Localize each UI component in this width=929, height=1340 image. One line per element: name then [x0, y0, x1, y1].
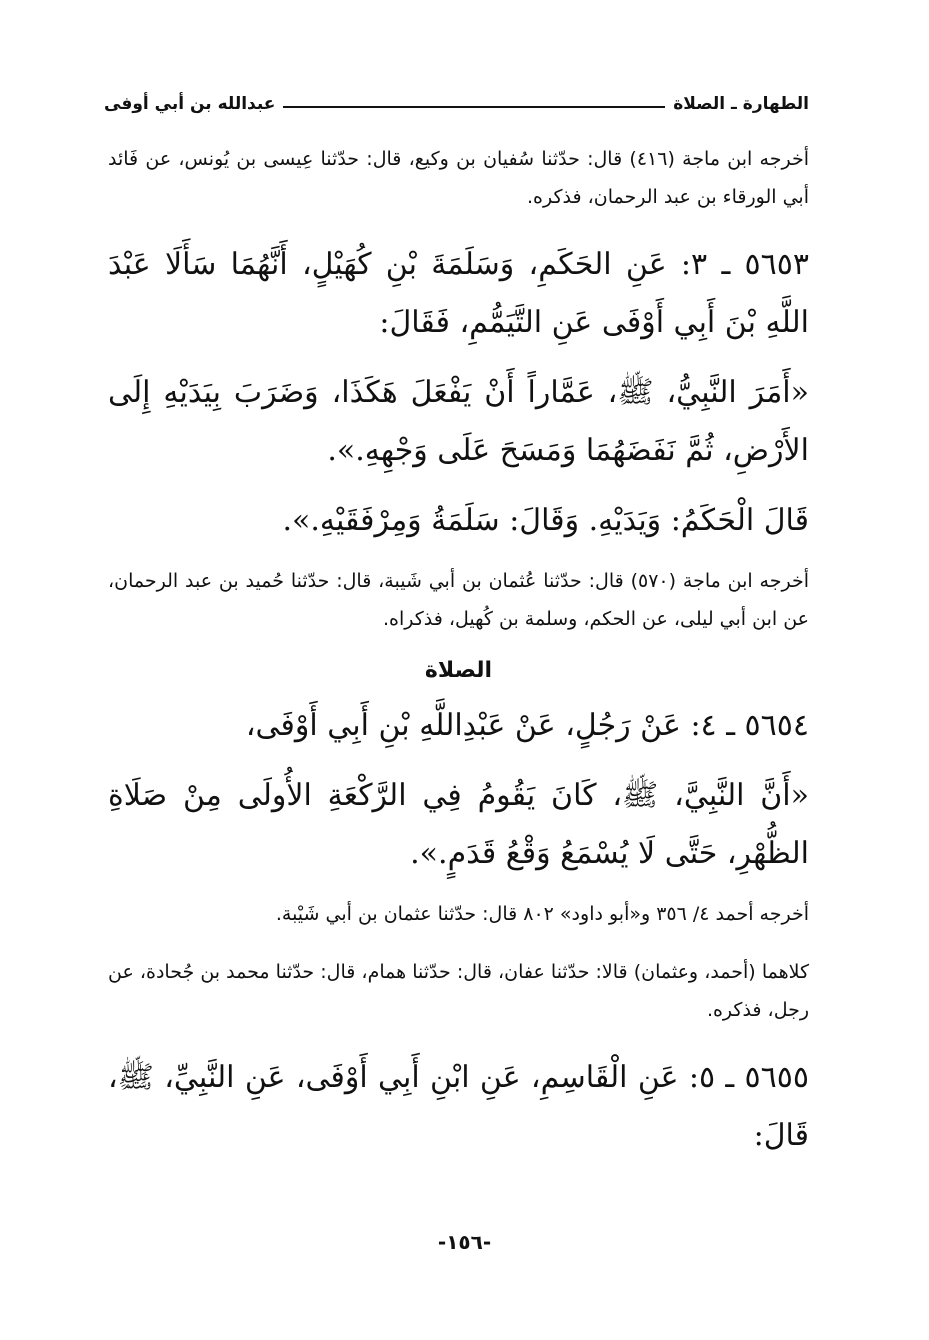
running-header: [104, 86, 809, 114]
hadith-5655-intro: ٥٦٥٥ ـ ٥: عَنِ الْقَاسِمِ، عَنِ ابْنِ أَبِي أَوْفَى، عَنِ النَّبِيِّ، ﷺ، قَالَ:: [108, 1060, 809, 1153]
footnote-2: أخرجه ابن ماجة (٥٧٠) قال: حدّثنا عُثمان بن أبي شَيبة، قال: حدّثنا حُميد بن عبد الرحمان، عن ابن أبي ليلى، عن الحكم، وسلمة بن كُهيل، فذكراه.: [108, 570, 809, 630]
hadith-5654-text: «أَنَّ النَّبِيَّ، ﷺ، كَانَ يَقُومُ فِي الرَّكْعَةِ الأُولَى مِنْ صَلَاةِ الظُّهْرِ، حَتَّى لَا يُسْمَعُ وَقْعُ قَدَمٍ.».: [108, 778, 809, 871]
hadith-5653-intro: ٥٦٥٣ ـ ٣: عَنِ الحَكَمِ، وَسَلَمَةَ بْنِ كُهَيْلٍ، أَنَّهُمَا سَأَلَا عَبْدَ اللَّهِ بْنَ أَبِي أَوْفَى عَنِ التَّيَمُّمِ، فَقَالَ:: [108, 247, 809, 340]
footnote-4: كلاهما (أحمد، وعثمان) قالا: حدّثنا عفان، قال: حدّثنا همام، قال: حدّثنا محمد بن جُحادة، عن رجل، فذكره.: [108, 961, 809, 1021]
header-companion: عبدالله بن أبي أوفى: [104, 94, 276, 114]
header-rule: [283, 106, 665, 108]
section-title: الصلاة: [424, 658, 493, 683]
hadith-5654-intro: ٥٦٥٤ ـ ٤: عَنْ رَجُلٍ، عَنْ عَبْدِاللَّهِ بْنِ أَبِي أَوْفَى،: [245, 708, 809, 743]
header-chapter: الطهارة ـ الصلاة: [673, 94, 809, 114]
page-body: [108, 140, 809, 1177]
hadith-5653-text: «أَمَرَ النَّبِيُّ، ﷺ، عَمَّاراً أَنْ يَفْعَلَ هَكَذَا، وَضَرَبَ بِيَدَيْهِ إِلَى الأَرْضِ، ثُمَّ نَفَضَهُمَا وَمَسَحَ عَلَى وَجْهِهِ.».: [108, 375, 809, 468]
page-number: -١٥٦-: [437, 1230, 492, 1254]
footnote-1: أخرجه ابن ماجة (٤١٦) قال: حدّثنا سُفيان بن وكيع، قال: حدّثنا عِيسى بن يُونس، عن فَائد أبي الورقاء بن عبد الرحمان، فذكره.: [108, 148, 809, 208]
footnote-3: أخرجه أحمد ٤/ ٣٥٦ و«أبو داود» ٨٠٢ قال: حدّثنا عثمان بن أبي شَيْبة.: [275, 903, 809, 925]
hadith-5653-addendum: قَالَ الْحَكَمُ: وَيَدَيْهِ. وَقَالَ: سَلَمَةُ وَمِرْفَقَيْهِ.».: [282, 503, 809, 538]
